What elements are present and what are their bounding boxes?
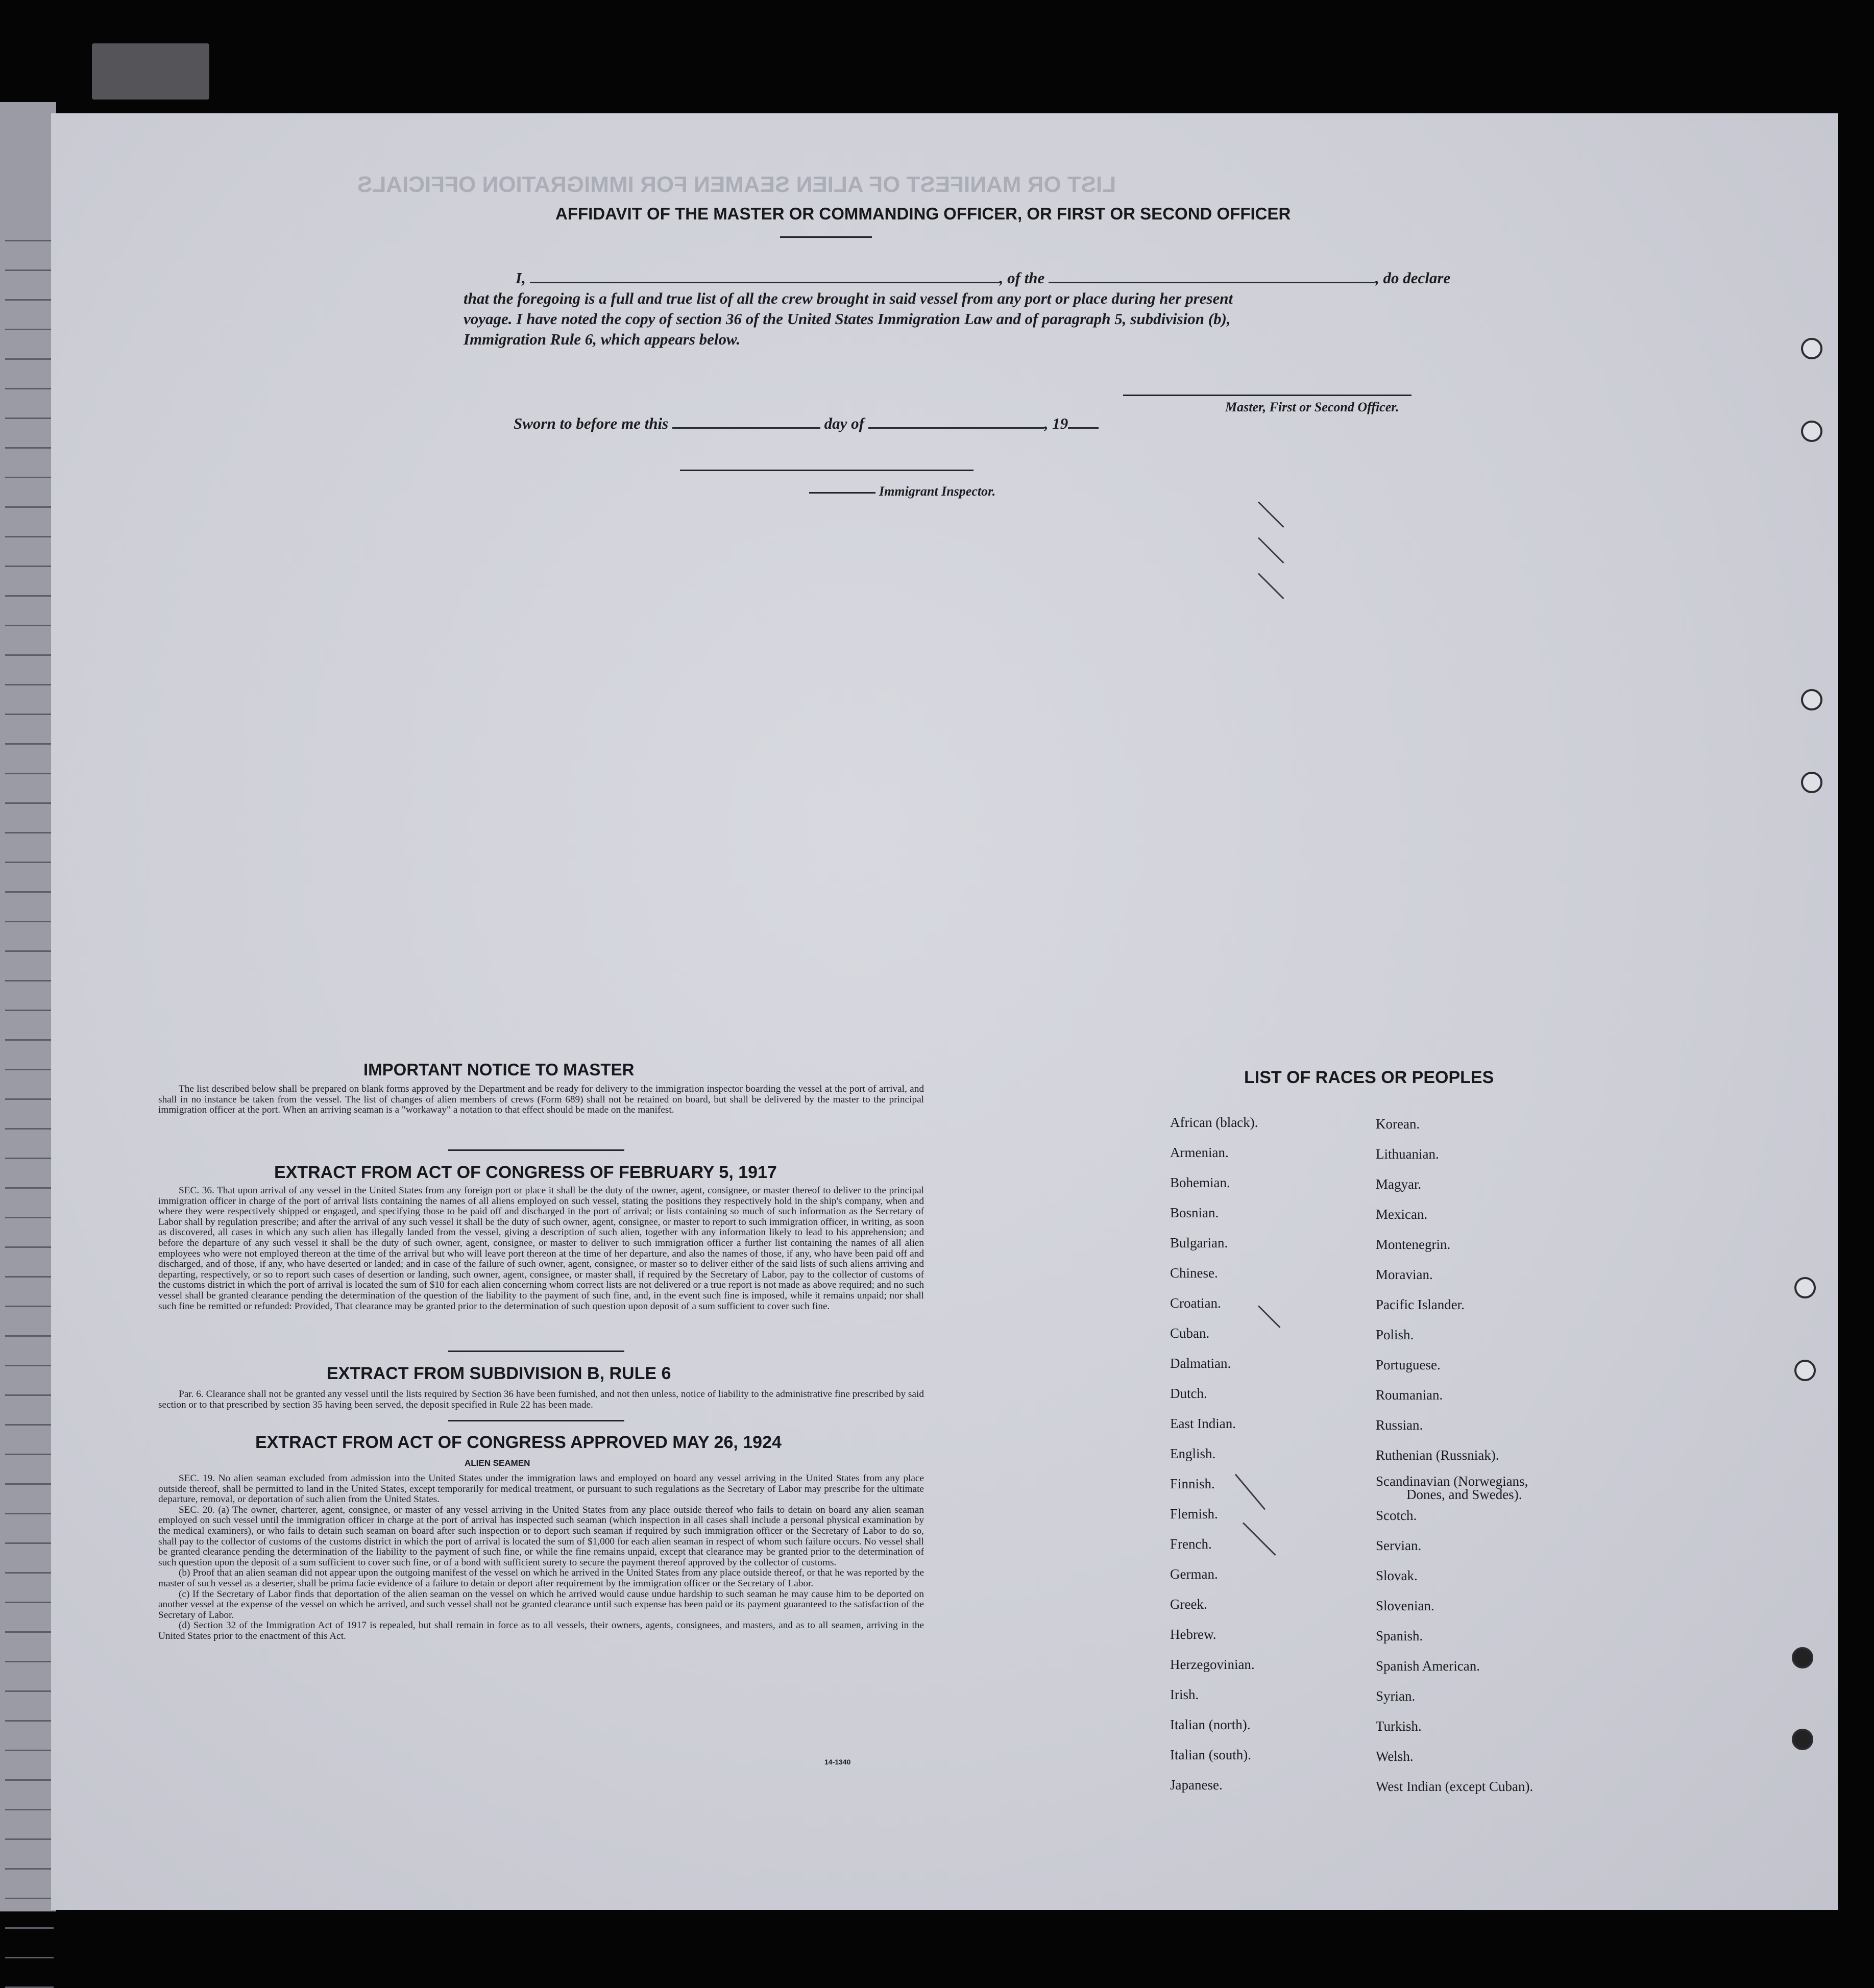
underlying-rule-line	[5, 1394, 54, 1396]
underlying-rule-line	[5, 1838, 54, 1840]
race-right-item: Pacific Islander.	[1376, 1297, 1465, 1312]
underlying-rule-line	[5, 862, 54, 863]
notice-body	[158, 1084, 924, 1116]
punch-hole	[1794, 1277, 1816, 1298]
underlying-rule-line	[5, 388, 54, 389]
race-left-item: Dalmatian.	[1170, 1356, 1231, 1371]
race-left-item: Finnish.	[1170, 1476, 1215, 1491]
race-right-item: Scotch.	[1376, 1508, 1417, 1523]
year-label: , 19	[1044, 414, 1068, 432]
race-left-item: Italian (north).	[1170, 1717, 1251, 1732]
race-right-item: Spanish American.	[1376, 1658, 1480, 1674]
master-signature-line[interactable]	[1123, 395, 1411, 396]
underlying-rule-line	[5, 1365, 54, 1366]
race-left-item: Hebrew.	[1170, 1627, 1216, 1642]
sec-20a-paragraph: SEC. 20. (a) The owner, charterer, agent, consignee, or master of any vessel arriving in the United States from any place outside thereof who fails to detain on board any alien seaman employed on such vessel until the immigration officer in charge at the port of arrival has inspected such seaman (which inspection in all cases shall include a personal physical examination by the medical examiners), or who fails to detain such seaman on board after such inspection or to deport such seaman if required by such immigration officer or the Secretary of Labor to do so, shall pay to the collector of customs of the customs district in which the port of arrival is located the sum of $1,000 for each alien seaman in respect of whom such failure occurs. No vessel shall be granted clearance pending the determination of the liability to the payment of such fine, or while the fine remains unpaid, except that clearance may be granted prior to the determination of such question upon the deposit of a sum sufficient to cover such fine, or of a bond with sufficient surety to secure the payment thereof approved by the collector of customs.	[158, 1504, 924, 1568]
inspector-label: Immigrant Inspector.	[879, 484, 996, 499]
underlying-rule-line	[5, 950, 54, 952]
underlying-rule-line	[5, 447, 54, 449]
race-right-item: Dones, and Swedes).	[1406, 1487, 1522, 1502]
sec-20b-paragraph: (b) Proof that an alien seaman did not appear upon the outgoing manifest of the vessel on which he arrived in the United States from any place outside thereof, or that he was reported by the master of such vessel as a deserter, shall be prima facie evidence of a failure to detain or deport after requirement by the immigration officer or the Secretary of Labor.	[158, 1567, 924, 1589]
sworn-day-field[interactable]	[672, 427, 820, 429]
underlying-rule-line	[5, 714, 54, 715]
underlying-rule-line	[5, 477, 54, 478]
notice-paragraph: The list described below shall be prepared on blank forms approved by the Department and be ready for delivery to the immigration inspector boarding the vessel at the port of arrival, and shall in no instance be taken from the vessel. The list of changes of alien members of crews (Form 689) shall not be retained on board, but shall be delivered by the master to the principal immigration officer at the port. When an arriving seaman is a "workaway" a notation to that effect should be made on the manifest.	[158, 1084, 924, 1116]
bleed-through-header: LIST OR MANIFEST OF ALIEN SEAMEN FOR IMMIGRATION OFFICIALS	[357, 172, 1116, 197]
underlying-rule-line	[5, 1483, 54, 1485]
race-right-item: Montenegrin.	[1376, 1237, 1451, 1252]
race-left-item: Chinese.	[1170, 1265, 1218, 1281]
race-left-item: German.	[1170, 1566, 1218, 1582]
underlying-page-edge	[0, 102, 56, 1911]
tape-mark	[92, 43, 209, 100]
underlying-rule-line	[5, 1010, 54, 1011]
pencil-mark	[1258, 573, 1284, 599]
extract-1917-body	[158, 1186, 924, 1312]
underlying-rule-line	[5, 1335, 54, 1337]
race-right-item: Lithuanian.	[1376, 1146, 1439, 1162]
underlying-rule-line	[5, 1572, 54, 1574]
day-of-label: day of	[824, 414, 864, 432]
underlying-rule-line	[5, 1513, 54, 1514]
underlying-rule-line	[5, 802, 54, 804]
underlying-rule-line	[5, 1809, 54, 1810]
underlying-rule-line	[5, 1690, 54, 1692]
inspector-signature-line[interactable]	[680, 470, 973, 471]
race-right-item: Ruthenian (Russniak).	[1376, 1447, 1499, 1463]
underlying-rule-line	[5, 595, 54, 597]
affidavit-title: AFFIDAVIT OF THE MASTER OR COMMANDING OFFICER, OR FIRST OR SECOND OFFICER	[555, 204, 1291, 223]
race-right-item: Welsh.	[1376, 1749, 1414, 1764]
manifest-back-page	[51, 113, 1838, 1910]
underlying-rule-line	[5, 980, 54, 981]
underlying-rule-line	[5, 1868, 54, 1870]
race-left-item: Italian (south).	[1170, 1747, 1251, 1762]
race-left-item: Irish.	[1170, 1687, 1199, 1702]
underlying-rule-line	[5, 240, 54, 241]
underlying-rule-line	[5, 743, 54, 745]
pencil-mark	[1258, 537, 1284, 563]
sworn-month-field[interactable]	[868, 427, 1044, 429]
race-right-item: Spanish.	[1376, 1628, 1423, 1643]
race-left-item: East Indian.	[1170, 1416, 1236, 1431]
affidavit-line-1	[516, 269, 1450, 287]
extract-rule6-title: EXTRACT FROM SUBDIVISION B, RULE 6	[327, 1364, 671, 1383]
race-right-item: Portuguese.	[1376, 1357, 1441, 1372]
race-right-item: Servian.	[1376, 1538, 1422, 1553]
underlying-rule-line	[5, 891, 54, 893]
extract-1917-title: EXTRACT FROM ACT OF CONGRESS OF FEBRUARY 5, 1917	[274, 1163, 777, 1182]
affidavit-line-4: Immigration Rule 6, which appears below.	[464, 330, 741, 348]
punch-hole	[1801, 689, 1822, 710]
affidavit-line-3: voyage. I have noted the copy of section 36 of the United States Immigration Law and of paragraph 5, subdivision (b),	[464, 310, 1231, 328]
underlying-rule-line	[5, 1602, 54, 1603]
underlying-rule-line	[5, 1098, 54, 1100]
sec-19-paragraph: SEC. 19. No alien seaman excluded from admission into the United States under the immigration laws and employed on board any vessel arriving in the United States from any place outside thereof, shall be permitted to land in the United States, except temporarily for medical treatment, or pursuant to such regulations as the Secretary of Labor may prescribe for the ultimate departure, removal, or deportation of such alien from the United States.	[158, 1473, 924, 1505]
par-6-paragraph: Par. 6. Clearance shall not be granted any vessel until the lists required by Section 36 have been furnished, and not then unless, notice of liability to the administrative fine prescribed by said section or to that prescribed by section 35 having been served, the deposit specified in Rule 22 has been made.	[158, 1389, 924, 1410]
race-right-item: Korean.	[1376, 1116, 1420, 1132]
underlying-rule-line	[5, 1424, 54, 1426]
underlying-rule-line	[5, 1454, 54, 1455]
race-right-item: West Indian (except Cuban).	[1376, 1779, 1534, 1794]
affidavit-line-2: that the foregoing is a full and true list of all the crew brought in said vessel from any port or place during her present	[464, 289, 1233, 307]
underlying-rule-line	[5, 1276, 54, 1278]
affidavit-i-label: I,	[516, 269, 526, 287]
form-code: 14-1340	[824, 1758, 851, 1766]
punch-hole	[1792, 1647, 1813, 1668]
races-title: LIST OF RACES OR PEOPLES	[1244, 1068, 1494, 1087]
pencil-mark	[1235, 1474, 1265, 1510]
punch-hole	[1801, 421, 1822, 442]
underlying-rule-line	[5, 625, 54, 626]
race-left-item: Herzegovinian.	[1170, 1657, 1255, 1672]
pencil-mark	[1258, 501, 1284, 528]
underlying-rule-line	[5, 1158, 54, 1159]
race-right-item: Scandinavian (Norwegians,	[1376, 1474, 1528, 1489]
race-right-item: Roumanian.	[1376, 1387, 1443, 1403]
pencil-mark	[1258, 1305, 1281, 1328]
underlying-rule-line	[5, 536, 54, 537]
inspector-short-line	[809, 492, 875, 494]
pencil-mark	[1243, 1522, 1276, 1556]
extract-1917-rule	[448, 1351, 624, 1352]
sec-36-paragraph: SEC. 36. That upon arrival of any vessel in the United States from any foreign port or place it shall be the duty of the owner, agent, consignee, or master thereof to deliver to the principal immigration officer in charge of the port of arrival lists containing the names of all aliens employed on such vessel, stating the positions they respectively hold in the ship's company, when and where they were respectively shipped or engaged, and specifying those to be paid off and discharged in the port of arrival; or lists containing so much of such information as the Secretary of Labor shall by regulation prescribe; and after the arrival of any such vessel it shall be the duty of such owner, agent, consignee, or master to report to such immigration officer, in writing, as soon as discovered, all cases in which any such alien has illegally landed from the vessel, giving a description of such alien, together with any information likely to lead to his apprehension; and before the departure of any such vessel it shall be the duty of such owner, agent, consignee, or master to deliver to such immigration officer a further list containing the names of all alien employees who were not employed thereon at the time of the arrival but who will leave port thereon at the time of her departure, and also the names of those, if any, who have been paid off and discharged, and of those, if any, who have deserted or landed; and in case of the failure of such owner, agent, consignee, or master so to deliver either of the said lists of such aliens arriving and departing, respectively, or so to report such cases of desertion or landing, such owner, agent, consignee, or master shall, if required by the Secretary of Labor, pay to the collector of customs of the customs district in which the port of arrival is located the sum of $10 for each alien concerning whom correct lists are not delivered or a true report is not made as above required; and no such vessel shall be granted clearance pending the determination of the question of the liability to the payment of such fine, and, in the event such fine is imposed, while it remains unpaid; nor shall such fine be remitted or refunded: Provided, That clearance may be granted prior to the determination of such question upon deposit of a sum sufficient to cover such fine.	[158, 1185, 924, 1312]
extract-rule6-rule	[448, 1420, 624, 1421]
underlying-rule-line	[5, 269, 54, 271]
underlying-rule-line	[5, 1306, 54, 1307]
underlying-rule-line	[5, 1957, 54, 1958]
race-right-item: Turkish.	[1376, 1719, 1422, 1734]
underlying-rule-line	[5, 1631, 54, 1633]
underlying-rule-line	[5, 358, 54, 360]
underlying-rule-line	[5, 566, 54, 567]
race-right-item: Moravian.	[1376, 1267, 1433, 1282]
underlying-rule-line	[5, 1542, 54, 1544]
punch-hole	[1801, 772, 1822, 793]
race-right-item: Syrian.	[1376, 1688, 1416, 1704]
underlying-rule-line	[5, 1720, 54, 1722]
race-right-item: Slovak.	[1376, 1568, 1418, 1583]
race-left-item: Japanese.	[1170, 1777, 1223, 1793]
race-left-item: Cuban.	[1170, 1326, 1210, 1341]
underlying-rule-line	[5, 1779, 54, 1781]
punch-hole	[1801, 338, 1822, 359]
race-left-item: Dutch.	[1170, 1386, 1207, 1401]
affidavit-declare-label: , do declare	[1375, 269, 1451, 287]
race-right-item: Slovenian.	[1376, 1598, 1434, 1613]
underlying-rule-line	[5, 1069, 54, 1070]
extract-1924-title: EXTRACT FROM ACT OF CONGRESS APPROVED MAY 26, 1924	[255, 1433, 782, 1452]
underlying-rule-line	[5, 1217, 54, 1218]
race-left-item: Armenian.	[1170, 1145, 1229, 1160]
race-right-item: Mexican.	[1376, 1207, 1428, 1222]
sec-20c-paragraph: (c) If the Secretary of Labor finds that deportation of the alien seaman on the vessel on which he arrived would cause undue hardship to such seaman he may cause him to be deported on another vessel at the expense of the vessel on which he arrived, and such vessel shall not be granted clearance until such expense has been paid or its payment guaranteed to the satisfaction of the Secretary of Labor.	[158, 1588, 924, 1621]
punch-hole	[1792, 1729, 1813, 1750]
affidavit-of-label: , of the	[999, 269, 1045, 287]
underlying-rule-line	[5, 1246, 54, 1248]
sworn-year-field[interactable]	[1068, 427, 1099, 429]
underlying-rule-line	[5, 299, 54, 301]
race-left-item: Bosnian.	[1170, 1205, 1219, 1220]
underlying-rule-line	[5, 1128, 54, 1130]
race-right-item: Polish.	[1376, 1327, 1414, 1342]
underlying-rule-line	[5, 773, 54, 774]
master-name-field[interactable]	[530, 282, 1000, 283]
notice-rule	[448, 1149, 624, 1151]
underlying-rule-line	[5, 1750, 54, 1751]
underlying-rule-line	[5, 1661, 54, 1662]
underlying-rule-line	[5, 1898, 54, 1899]
underlying-rule-line	[5, 418, 54, 419]
extract-1924-body	[158, 1474, 924, 1642]
underlying-rule-line	[5, 1039, 54, 1041]
race-left-item: French.	[1170, 1536, 1212, 1552]
race-right-item: Magyar.	[1376, 1176, 1422, 1192]
race-left-item: Flemish.	[1170, 1506, 1218, 1521]
underlying-rule-line	[5, 506, 54, 508]
underlying-rule-line	[5, 1187, 54, 1189]
race-left-item: African (black).	[1170, 1115, 1258, 1130]
underlying-rule-line	[5, 1927, 54, 1929]
underlying-rule-line	[5, 329, 54, 330]
master-label: Master, First or Second Officer.	[1225, 400, 1399, 414]
vessel-name-field[interactable]	[1049, 282, 1375, 283]
race-left-item: Bulgarian.	[1170, 1235, 1228, 1250]
sworn-line	[514, 414, 1099, 433]
race-left-item: Croatian.	[1170, 1295, 1221, 1311]
sec-20d-paragraph: (d) Section 32 of the Immigration Act of 1917 is repealed, but shall remain in force as to all vessels, their owners, agents, consignees, and masters, and as to all seamen, arriving in the United States prior to the enactment of this Act.	[158, 1620, 924, 1641]
underlying-rule-line	[5, 921, 54, 922]
underlying-rule-line	[5, 832, 54, 833]
punch-hole	[1794, 1360, 1816, 1381]
notice-title: IMPORTANT NOTICE TO MASTER	[363, 1060, 635, 1079]
underlying-rule-line	[5, 684, 54, 685]
race-left-item: English.	[1170, 1446, 1216, 1461]
sworn-label: Sworn to before me this	[514, 414, 669, 432]
alien-seamen-subtitle: ALIEN SEAMEN	[465, 1458, 530, 1468]
race-left-item: Greek.	[1170, 1597, 1207, 1612]
affidavit-title-rule	[780, 236, 872, 238]
race-left-item: Bohemian.	[1170, 1175, 1230, 1190]
extract-rule6-body	[158, 1389, 924, 1410]
underlying-rule-line	[5, 654, 54, 656]
race-right-item: Russian.	[1376, 1417, 1423, 1433]
